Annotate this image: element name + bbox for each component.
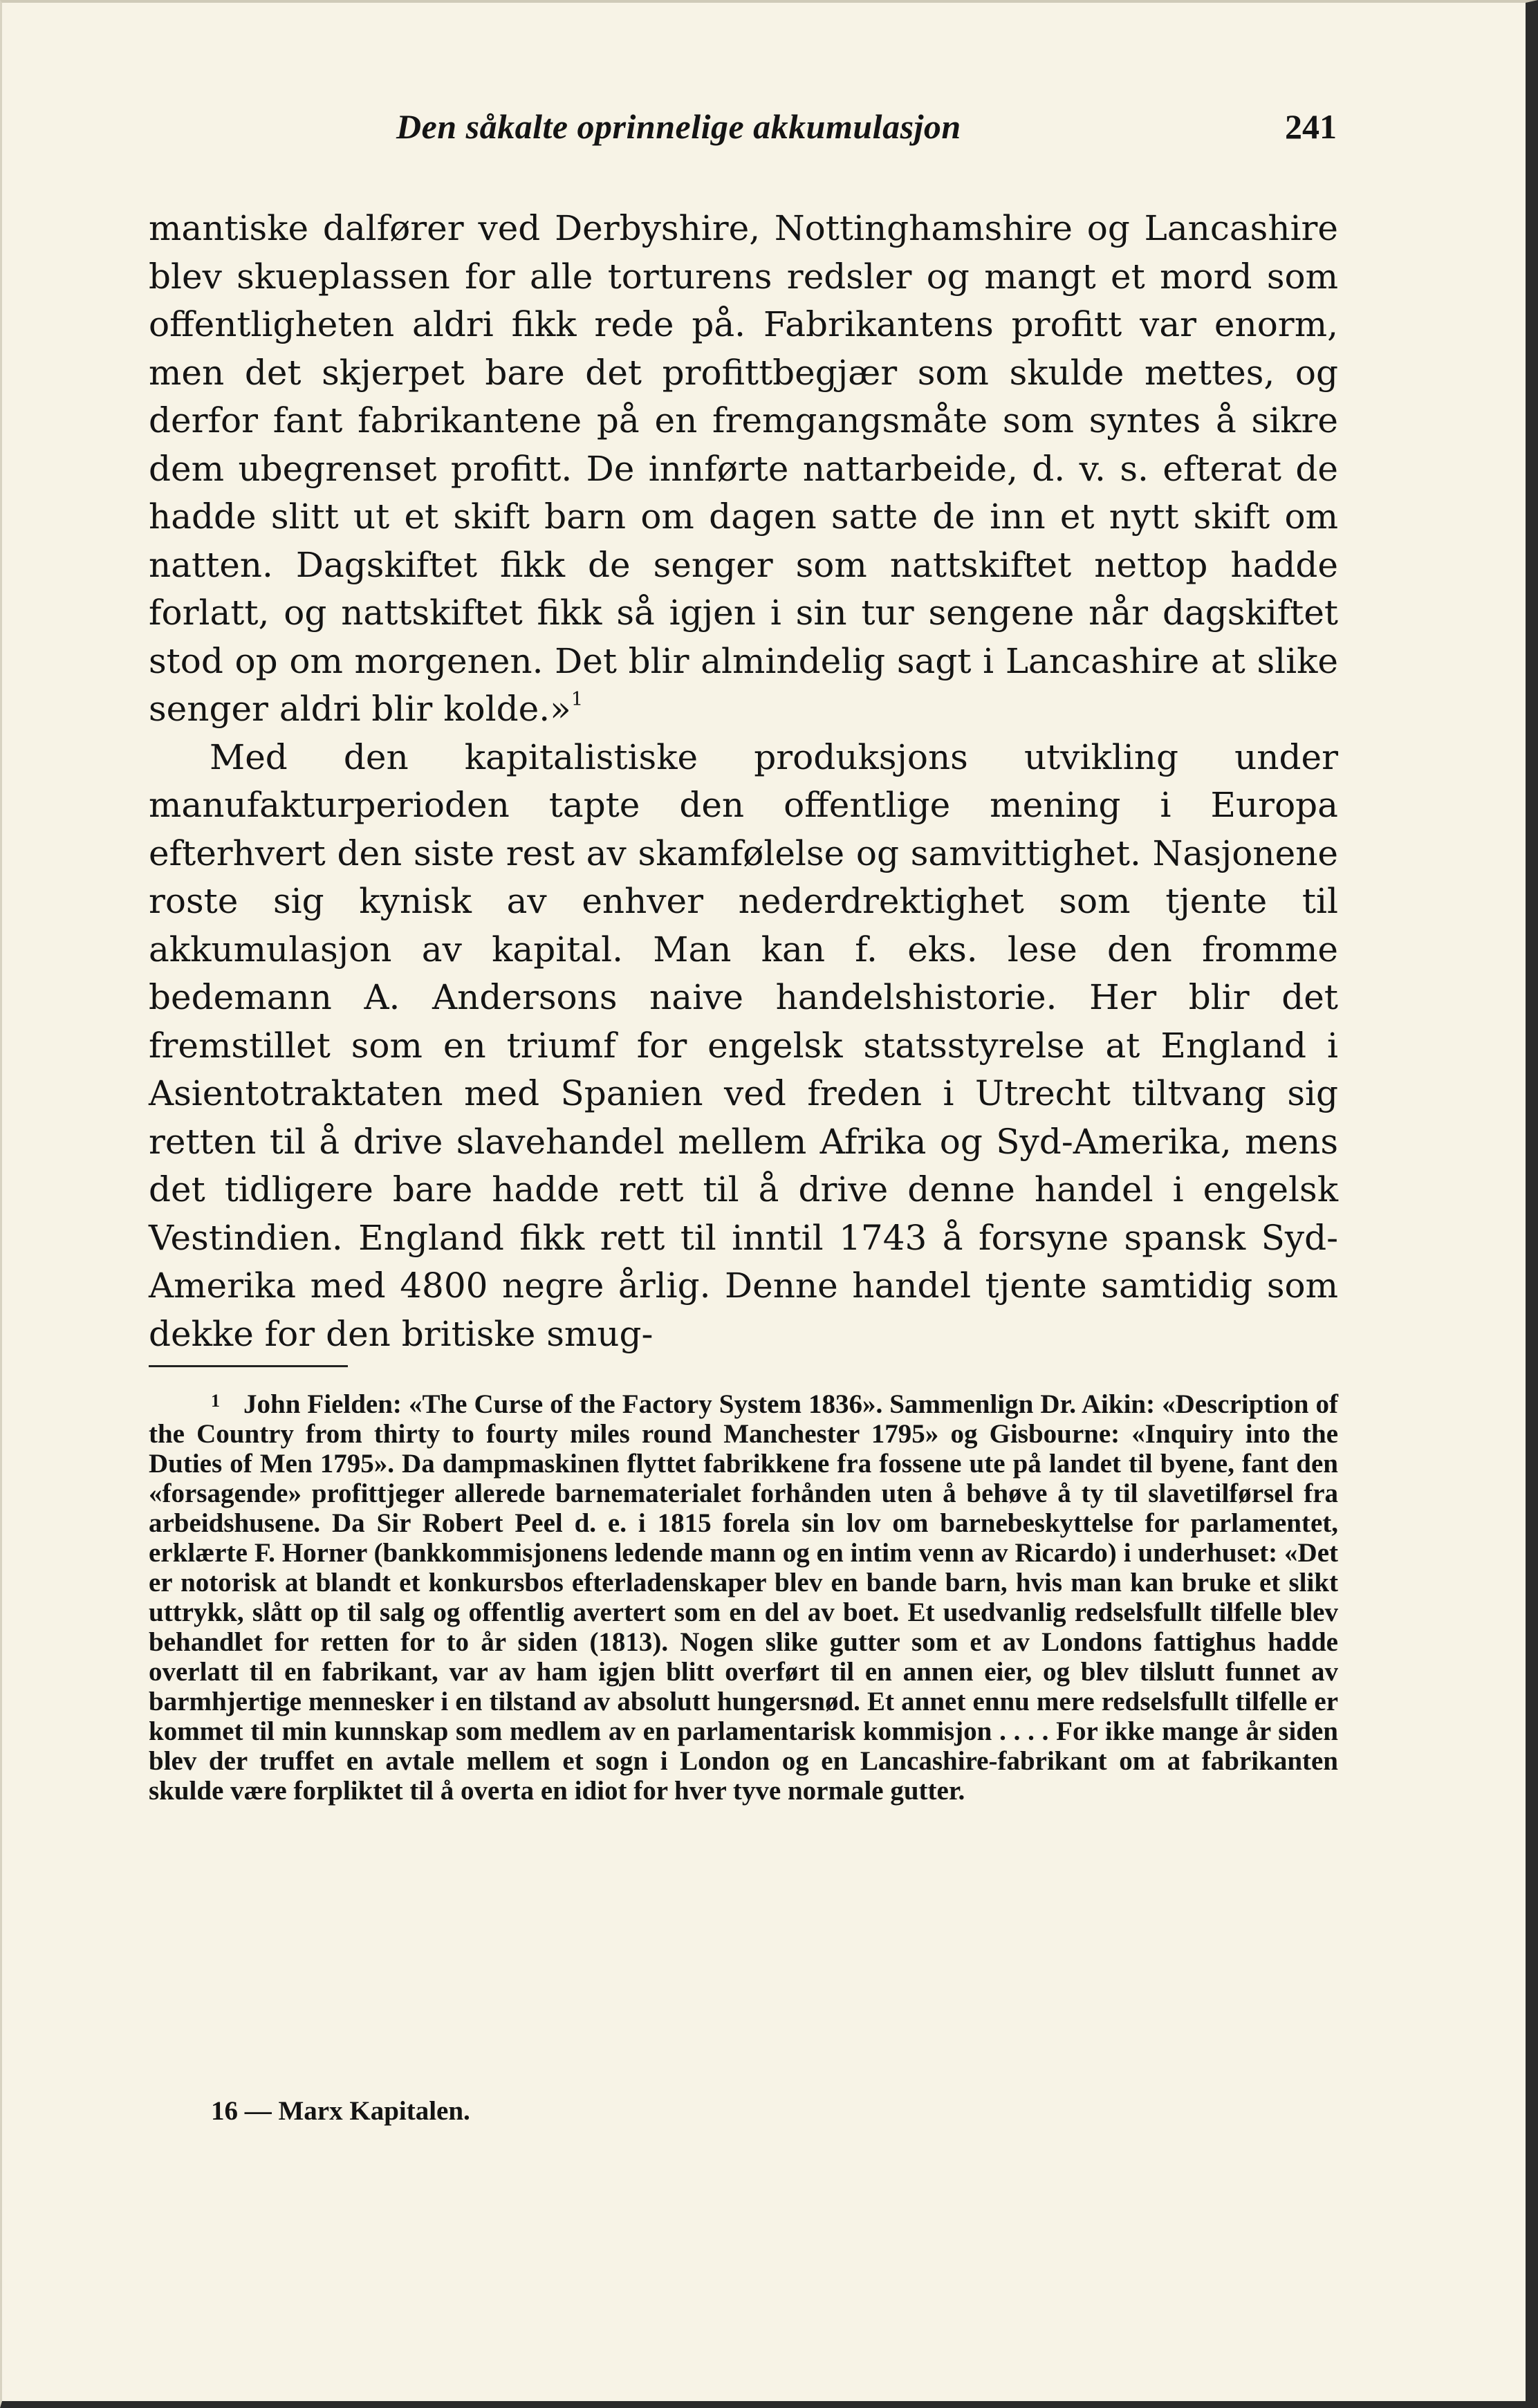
paragraph bbox=[149, 205, 1338, 734]
footnotes bbox=[149, 1386, 1338, 1806]
footnote-divider bbox=[149, 1365, 348, 1367]
footnote-reference: 1 bbox=[571, 688, 584, 710]
printer-signature: 16 — Marx Kapitalen. bbox=[211, 2096, 470, 2126]
running-head bbox=[147, 106, 1337, 162]
footnote bbox=[149, 1386, 1338, 1806]
paragraph: Med den kapitalistiske produksjons utvikling under manufakturperioden tapte den offentlige mening i Europa efterhvert den siste rest av skamfølelse og samvittighet. Nasjonene roste sig kynisk av enhver nederdrektighet som tjente til akkumulasjon av kapital. Man kan f. eks. lese den fromme bedemann A. Andersons naive handelshistorie. Her blir det fremstillet som en triumf for engelsk statsstyrelse at England i Asientotraktaten med Spanien ved freden i Utrecht tiltvang sig retten til å drive slavehandel mellem Afrika og Syd-Amerika, mens det tidligere bare hadde rett til å drive denne handel i engelsk Vestindien. England fikk rett til inntil 1743 å forsyne spansk Syd-Amerika med 4800 negre årlig. Denne handel tjente samtidig som dekke for den britiske smug- bbox=[149, 737, 1338, 1354]
running-title: Den såkalte oprinnelige akkumulasjon bbox=[396, 107, 961, 146]
body-text bbox=[149, 205, 1338, 1358]
paragraph-text: mantiske dalfører ved Derbyshire, Nottinghamshire og Lancashire blev skueplassen for alle torturens redsler og mangt et mord som offentligheten aldri fikk rede på. Fabrikantens profitt var enorm, men det skjerpet bare det profittbegjær som skulde mettes, og derfor fant fabrikantene på en fremgangsmåte som syntes å sikre dem ubegrenset profitt. De innførte nattarbeide, d. v. s. efterat de hadde slitt ut et skift barn om dagen satte de inn et nytt skift om natten. Dagskiftet fikk de senger som nattskiftet nettop hadde forlatt, og nattskiftet fikk så igjen i sin tur sengene når dagskiftet stod op om morgenen. Det blir almindelig sagt i Lancashire at slike senger aldri blir kolde.» bbox=[149, 208, 1338, 729]
footnote-number: 1 bbox=[211, 1391, 220, 1411]
page-number: 241 bbox=[1285, 107, 1337, 146]
footnote-text: John Fielden: «The Curse of the Factory System 1836». Sammenlign Dr. Aikin: «Description of the Country from thirty to fourty miles round Manchester 1795» og Gisbourne: «Inquiry into the Duties of Men 1795». Da dampmaskinen flyttet fabrikkene fra fossene ute på landet til byene, fant den «forsagende» profittjeger allerede barnematerialet forhånden uten å behøve å ty til slavetilførsel fra arbeidshusene. Da Sir Robert Peel d. e. i 1815 forela sin lov om barnebeskyttelse for parlamentet, erklærte F. Horner (bankkommisjonens ledende mann og en intim venn av Ricardo) i underhuset: «Det er notorisk at blandt et konkursbos efterladenskaper blev en bande barn, hvis man kan bruke et slikt uttrykk, slått op til salg og offentlig avertert som en del av boet. Et usedvanlig redselsfullt tilfelle blev behandlet for retten for to år siden (1813). Nogen slike gutter som et av Londons fattighus hadde overlatt til en fabrikant, var av ham igjen blitt overført til en annen eier, og blev tilslutt funnet av barmhjertige mennesker i en tilstand av absolutt hungersnød. Et annet ennu mere redselsfullt tilfelle er kommet til min kunnskap som medlem av en parlamentarisk kommisjon . . . . For ikke mange år siden blev der truffet en avtale mellem et sogn i London og en Lancashire-fabrikant om at fabrikanten skulde være forpliktet til å overta en idiot for hver tyve normale gutter. bbox=[149, 1389, 1338, 1806]
